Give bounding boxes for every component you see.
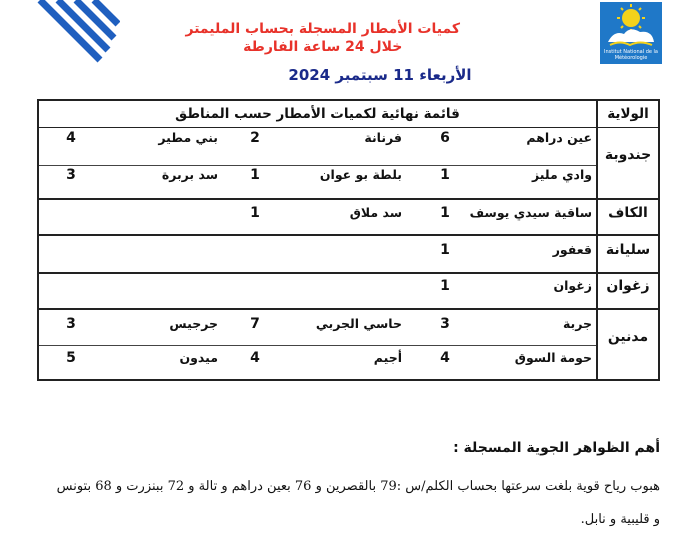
- phenomena-text: [44, 470, 660, 536]
- station-name: جربة: [562, 316, 592, 331]
- rain-value: 5: [66, 350, 76, 366]
- station-name: عين دراهم: [526, 130, 592, 145]
- rain-value: 3: [66, 316, 76, 332]
- rain-value: 1: [440, 205, 450, 221]
- report-title: [186, 20, 461, 56]
- rain-value: 1: [440, 167, 450, 183]
- rain-value: 1: [250, 167, 260, 183]
- title-line-2: خلال 24 ساعة الفارطة: [243, 39, 403, 55]
- station-name: ساقية سيدي يوسف: [469, 205, 592, 220]
- rainfall-table: [37, 99, 660, 381]
- gov-kef: الكاف: [608, 205, 648, 221]
- report-date: [0, 66, 700, 84]
- wilaya-header: الولاية: [598, 101, 658, 128]
- station-name: سد بربرة: [161, 167, 218, 182]
- row-divider: [39, 308, 658, 310]
- station-name: ميدون: [179, 350, 218, 365]
- station-name: سد ملاق: [349, 205, 402, 220]
- station-name: حومة السوق: [514, 350, 592, 365]
- rain-value: 1: [440, 242, 450, 258]
- row-divider: [39, 198, 658, 200]
- rain-value: 1: [250, 205, 260, 221]
- rain-value: 6: [440, 130, 450, 146]
- station-name: فرنانة: [364, 130, 402, 145]
- table-title: قائمة نهائية لكميات الأمطار حسب المناطق: [39, 101, 596, 128]
- station-name: قعفور: [552, 242, 592, 257]
- row-divider: [39, 272, 658, 274]
- inm-logo: [600, 2, 662, 64]
- station-name: جرجيس: [169, 316, 218, 331]
- rain-value: 3: [440, 316, 450, 332]
- gov-siliana: سليانة: [605, 242, 651, 258]
- station-name: بلطة بو عوان: [319, 167, 402, 182]
- rain-value: 7: [250, 316, 260, 332]
- rain-value: 1: [440, 278, 450, 294]
- date-text: الأربعاء 11 سبتمبر 2024: [288, 66, 472, 84]
- phenomena-title: أهم الظواهر الجوية المسجلة :: [453, 440, 660, 456]
- title-line-1: كميات الأمطار المسجلة بحساب المليمتر: [185, 21, 460, 37]
- rain-value: 4: [440, 350, 450, 366]
- station-name: حاسي الجربي: [315, 316, 402, 331]
- station-name: أجيم: [373, 350, 402, 365]
- station-name: وادي مليز: [532, 167, 592, 182]
- sun-cloud-logo-icon: [600, 2, 662, 48]
- station-name: بني مطير: [158, 130, 218, 145]
- rain-value: 4: [250, 350, 260, 366]
- row-divider: [39, 345, 596, 346]
- gov-zaghouan: زغوان: [606, 278, 650, 294]
- stripes-logo-icon: [30, 0, 120, 70]
- station-name: زغوان: [553, 278, 592, 293]
- gov-jendouba: جندوبة: [604, 147, 652, 163]
- row-divider: [39, 234, 658, 236]
- gov-medenine: مدنين: [607, 329, 649, 345]
- logo-caption: Institut National de la Météorologie: [604, 49, 658, 61]
- row-divider: [39, 165, 596, 166]
- rain-value: 2: [250, 130, 260, 146]
- rain-value: 3: [66, 167, 76, 183]
- phenomena-line-2: و قليبية و نابل.: [580, 512, 660, 527]
- phenomena-line-1: هبوب رياح قوية بلغت سرعتها بحساب الكلم/س :79 بالقصرين و 76 بعين دراهم و تالة و 72 ببنزرت و 68 بتونس: [56, 479, 660, 494]
- rain-value: 4: [66, 130, 76, 146]
